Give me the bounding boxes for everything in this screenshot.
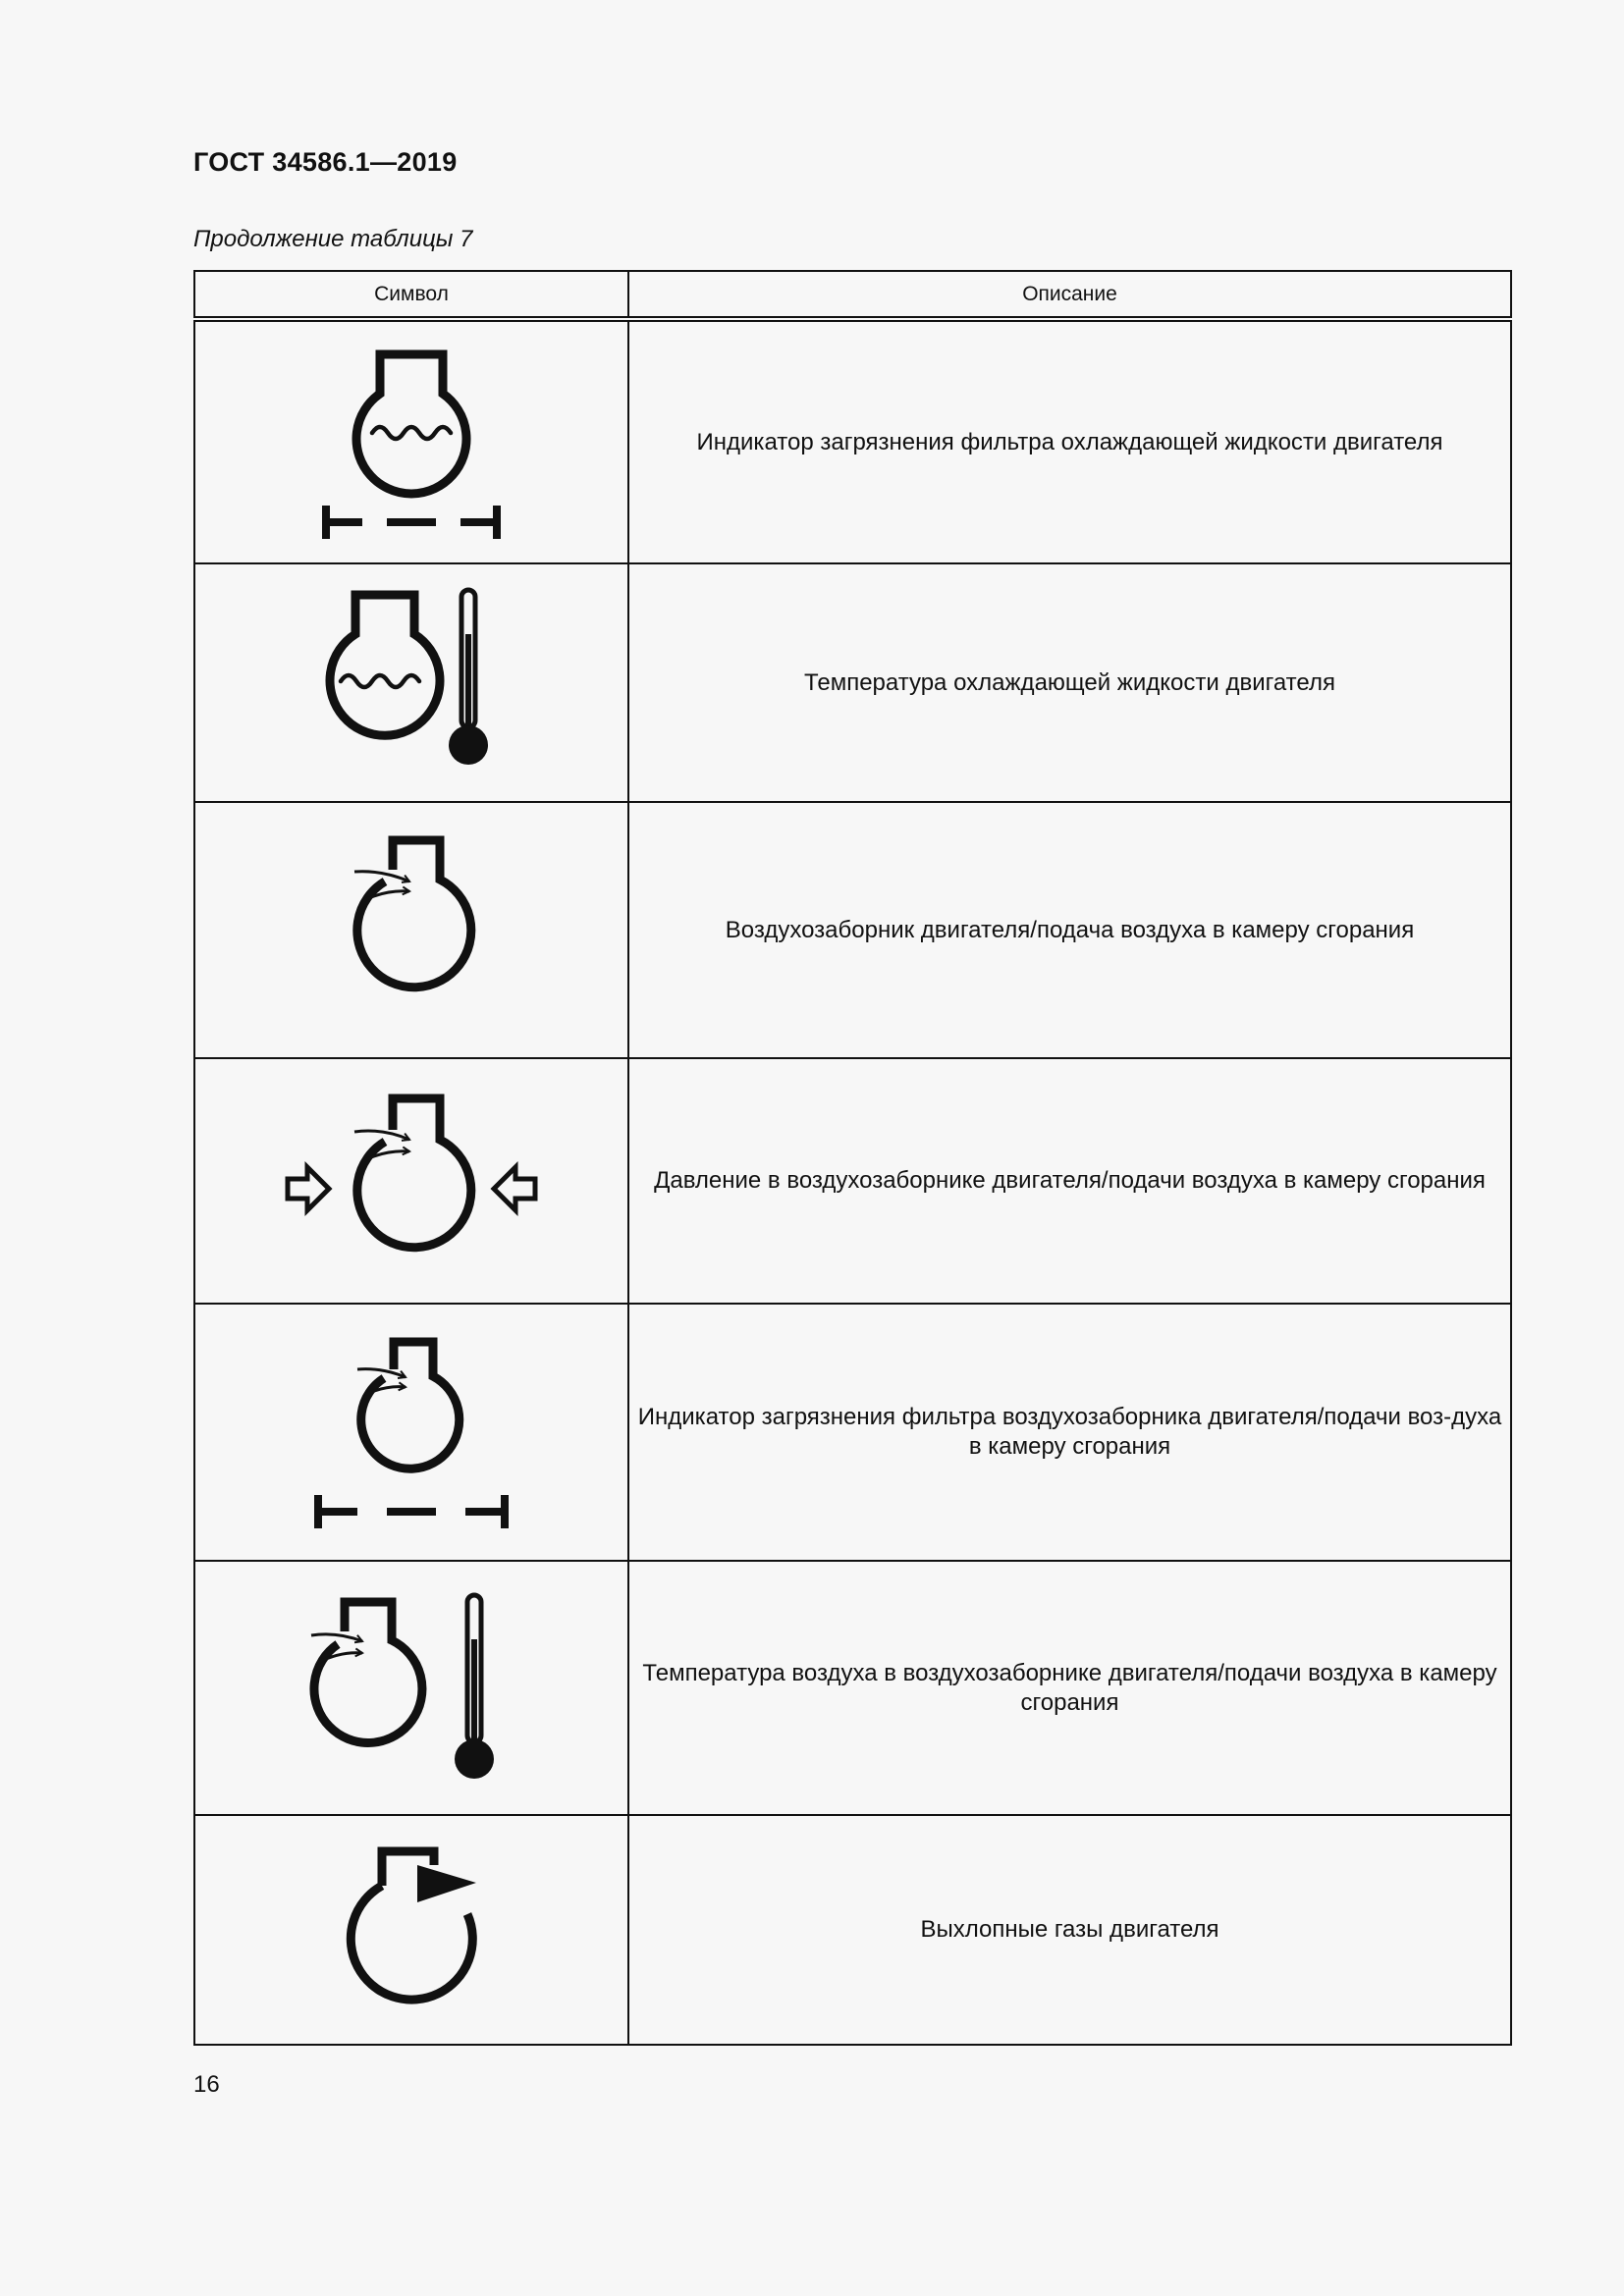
engine-air-intake-icon	[313, 832, 510, 1029]
table-row	[194, 563, 1511, 802]
symbol-cell	[194, 1058, 628, 1304]
column-header-symbol: Символ	[194, 271, 628, 319]
air-filter-clog-icon	[313, 1334, 510, 1530]
table-row	[194, 319, 1511, 563]
column-header-description: Описание	[628, 271, 1511, 319]
symbol-cell	[194, 1304, 628, 1561]
table-row	[194, 802, 1511, 1058]
coolant-filter-clog-icon	[313, 345, 510, 541]
coolant-temperature-icon	[313, 585, 510, 781]
table-row	[194, 1058, 1511, 1304]
symbol-cell	[194, 319, 628, 563]
symbols-table	[193, 270, 1512, 2046]
description-cell: Температура охлаждающей жидкости двигателя	[628, 563, 1511, 802]
symbol-cell	[194, 563, 628, 802]
table-row	[194, 1561, 1511, 1815]
table-row	[194, 1815, 1511, 2045]
document-header: ГОСТ 34586.1—2019	[193, 147, 458, 177]
engine-exhaust-icon	[313, 1832, 510, 2028]
description-cell: Индикатор загрязнения фильтра охлаждающей жидкости двигателя	[628, 319, 1511, 563]
intake-air-temperature-icon	[303, 1590, 519, 1787]
description-cell: Давление в воздухозаборнике двигателя/подачи воздуха в камеру сгорания	[628, 1058, 1511, 1304]
table-row	[194, 1304, 1511, 1561]
symbol-cell	[194, 1815, 628, 2045]
air-intake-pressure-icon	[284, 1083, 539, 1279]
table-caption: Продолжение таблицы 7	[193, 226, 473, 252]
table-header-row	[194, 271, 1511, 319]
description-cell: Индикатор загрязнения фильтра воздухозаборника двигателя/подачи воз-духа в камеру сгорания	[628, 1304, 1511, 1561]
symbol-cell	[194, 1561, 628, 1815]
description-cell: Выхлопные газы двигателя	[628, 1815, 1511, 2045]
description-cell: Воздухозаборник двигателя/подача воздуха в камеру сгорания	[628, 802, 1511, 1058]
description-cell: Температура воздуха в воздухозаборнике двигателя/подачи воздуха в камеру сгорания	[628, 1561, 1511, 1815]
page-number: 16	[193, 2071, 220, 2098]
symbol-cell	[194, 802, 628, 1058]
